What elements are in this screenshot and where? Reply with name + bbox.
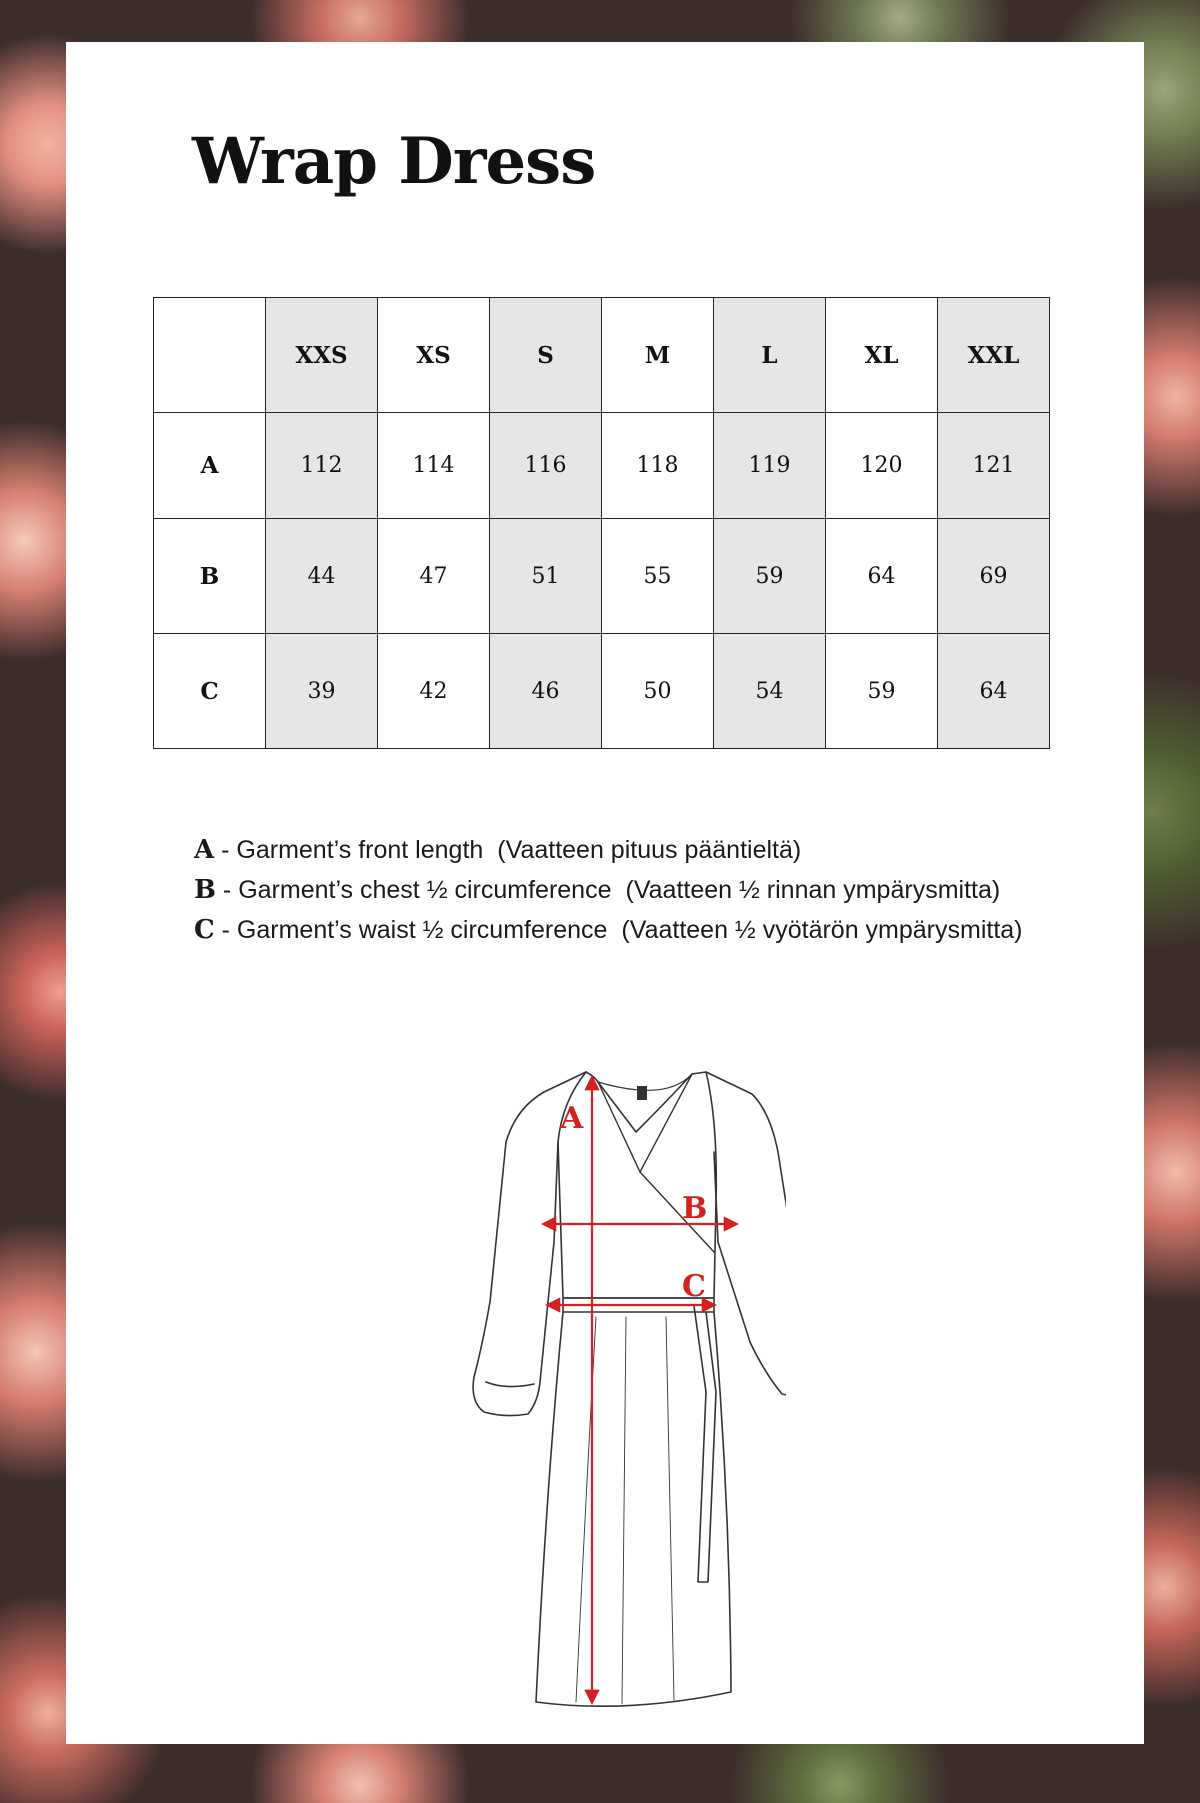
legend-line-a bbox=[194, 830, 1023, 870]
page-title: Wrap Dress bbox=[192, 124, 596, 199]
size-chart-card bbox=[66, 42, 1144, 1744]
size-header: L bbox=[714, 298, 826, 413]
legend-line-c bbox=[194, 910, 1023, 950]
corner-cell bbox=[154, 298, 266, 413]
measure-b-label: B bbox=[682, 1191, 708, 1226]
row-label: A bbox=[154, 413, 266, 519]
legend-translation: (Vaatteen pituus pääntieltä) bbox=[497, 836, 802, 864]
table-cell: 120 bbox=[826, 413, 938, 519]
table-cell: 59 bbox=[826, 634, 938, 749]
dress-diagram bbox=[396, 1057, 786, 1717]
row-label: C bbox=[154, 634, 266, 749]
legend-translation: (Vaatteen ½ vyötärön ympärysmitta) bbox=[621, 916, 1023, 944]
measurement-labels bbox=[559, 1101, 707, 1304]
legend-translation: (Vaatteen ½ rinnan ympärysmitta) bbox=[625, 876, 1001, 904]
legend-line-b bbox=[194, 870, 1023, 910]
table-row bbox=[154, 634, 1050, 749]
dress-outline bbox=[473, 1072, 786, 1706]
measure-c-label: C bbox=[682, 1269, 706, 1304]
size-table bbox=[153, 297, 1050, 749]
table-cell: 55 bbox=[602, 519, 714, 634]
legend-text: - Garment’s chest ½ circumference bbox=[215, 876, 612, 904]
size-header: M bbox=[602, 298, 714, 413]
table-cell: 69 bbox=[938, 519, 1050, 634]
measurement-legend bbox=[194, 830, 1023, 950]
row-label: B bbox=[154, 519, 266, 634]
table-cell: 121 bbox=[938, 413, 1050, 519]
table-cell: 119 bbox=[714, 413, 826, 519]
table-cell: 54 bbox=[714, 634, 826, 749]
table-row bbox=[154, 519, 1050, 634]
size-header: XS bbox=[378, 298, 490, 413]
legend-text: - Garment’s waist ½ circumference bbox=[214, 916, 608, 944]
table-cell: 64 bbox=[938, 634, 1050, 749]
size-header: S bbox=[490, 298, 602, 413]
table-cell: 114 bbox=[378, 413, 490, 519]
size-header: XXS bbox=[266, 298, 378, 413]
table-cell: 46 bbox=[490, 634, 602, 749]
table-cell: 59 bbox=[714, 519, 826, 634]
table-cell: 42 bbox=[378, 634, 490, 749]
table-cell: 44 bbox=[266, 519, 378, 634]
table-cell: 118 bbox=[602, 413, 714, 519]
legend-key: A bbox=[194, 835, 215, 865]
table-cell: 116 bbox=[490, 413, 602, 519]
table-cell: 50 bbox=[602, 634, 714, 749]
size-header: XXL bbox=[938, 298, 1050, 413]
table-cell: 64 bbox=[826, 519, 938, 634]
table-cell: 51 bbox=[490, 519, 602, 634]
measure-a-label: A bbox=[560, 1101, 584, 1136]
table-row bbox=[154, 413, 1050, 519]
legend-key: B bbox=[194, 875, 216, 905]
size-header: XL bbox=[826, 298, 938, 413]
table-cell: 112 bbox=[266, 413, 378, 519]
table-cell: 47 bbox=[378, 519, 490, 634]
size-header-row bbox=[154, 298, 1050, 413]
legend-key: C bbox=[194, 915, 215, 945]
legend-text: - Garment’s front length bbox=[214, 836, 484, 864]
table-cell: 39 bbox=[266, 634, 378, 749]
